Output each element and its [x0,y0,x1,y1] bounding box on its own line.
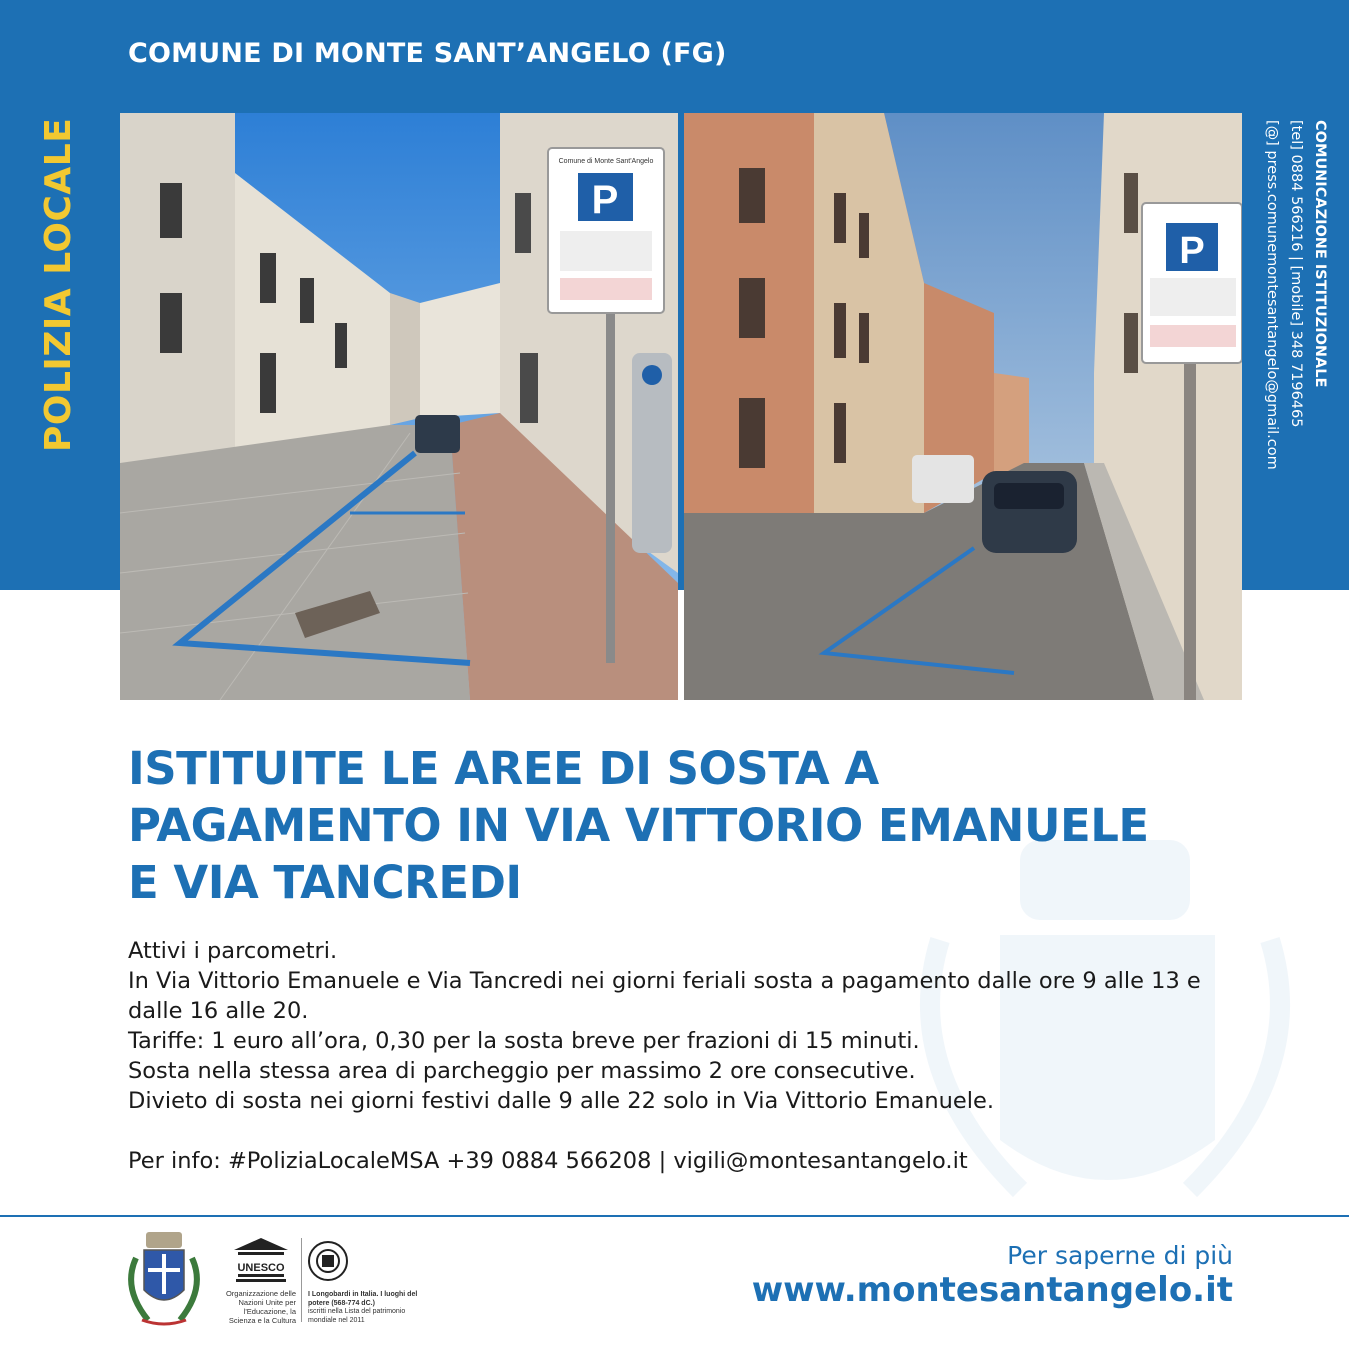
sign-header: Comune di Monte Sant'Angelo [558,158,654,165]
side-contact-info [1260,120,1332,470]
body-paragraph: Tariffe: 1 euro all’ora, 0,30 per la sosta breve per frazioni di 15 minuti. [128,1028,920,1054]
logo-separator [301,1238,302,1322]
headline-line: PAGAMENTO IN VIA VITTORIO EMANUELE [128,799,1149,852]
body-paragraph: Sosta nella stessa area di parcheggio per massimo 2 ore consecutive. [128,1058,916,1084]
body-paragraph: Divieto di sosta nei giorni festivi dalle 9 alle 22 solo in Via Vittorio Emanuele. [128,1088,995,1114]
photo-via-vittorio-emanuele [120,113,678,700]
unesco-caption: Organizzazione delle Nazioni Unite per l'Educazione, la Scienza e la Cultura [225,1289,296,1325]
unesco-logo [232,1236,290,1288]
sign-letter: P [591,178,619,222]
heritage-site-title: I Longobardi in Italia. I luoghi del potere (568-774 dC.) [308,1291,418,1307]
headline [128,740,1248,911]
headline-line: E VIA TANCREDI [128,856,522,909]
website-link[interactable]: www.montesantangelo.it [751,1270,1233,1310]
more-info-label: Per saperne di più [1007,1241,1233,1270]
footer-divider [0,1215,1349,1217]
announcement-body [128,936,1248,1176]
photo-via-tancredi [684,113,1242,700]
municipal-crest-logo [118,1228,210,1334]
contact-email: [@] press.comunemontesantangelo@gmail.com [1264,120,1280,470]
contact-phones: [tel] 0884 566216 | [mobile] 348 7196465 [1288,120,1304,428]
unesco-word: UNESCO [237,1262,285,1274]
headline-line: ISTITUITE LE AREE DI SOSTA A [128,742,879,795]
world-heritage-icon [307,1240,349,1282]
svg-text:P: P [1179,230,1205,272]
header-title: COMUNE DI MONTE SANT’ANGELO (FG) [128,38,727,69]
heritage-site-note: iscritti nella Lista del patrimonio mondiale nel 2011 [308,1308,406,1324]
heritage-site-caption [308,1291,418,1325]
side-label-polizia: POLIZIA LOCALE [38,117,79,452]
contact-title: COMUNICAZIONE ISTITUZIONALE [1312,120,1328,388]
info-line: Per info: #PoliziaLocaleMSA +39 0884 566208 | vigili@montesantangelo.it [128,1148,968,1174]
body-paragraph: Attivi i parcometri. [128,938,338,964]
body-paragraph: In Via Vittorio Emanuele e Via Tancredi nei giorni feriali sosta a pagamento dalle ore 9 alle 13 e dalle 16 alle 20. [128,968,1201,1024]
